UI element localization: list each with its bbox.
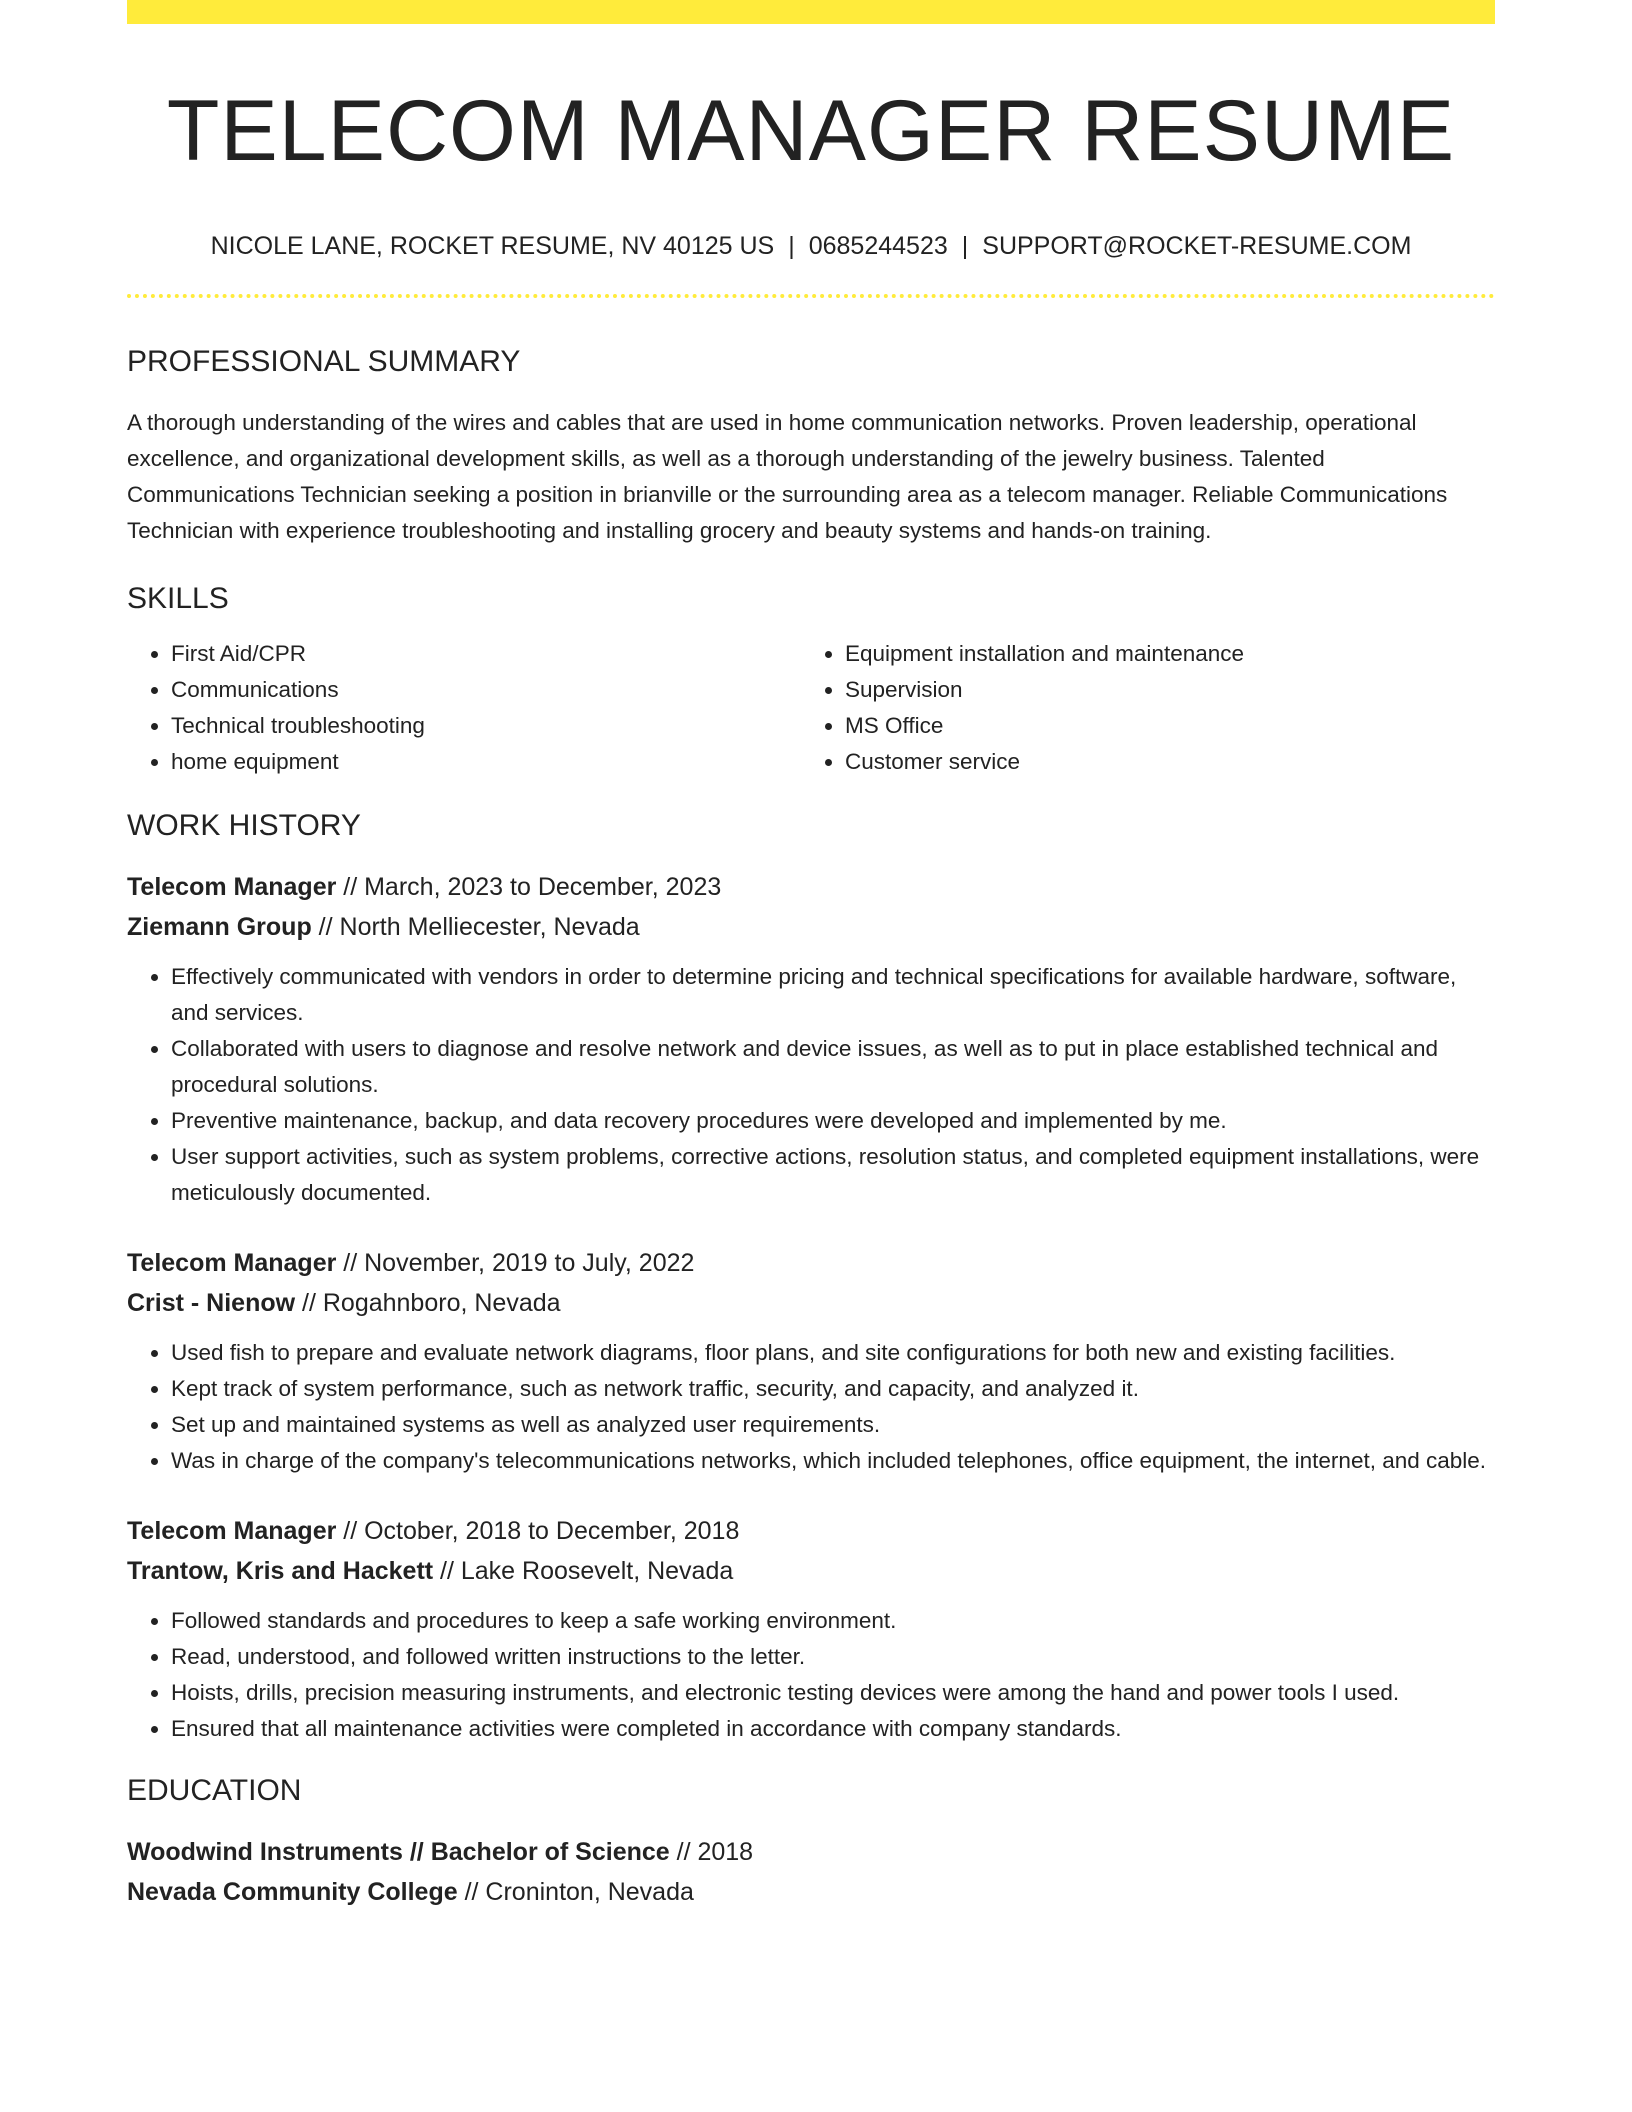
education-entry <box>127 1832 1495 1912</box>
skills-list <box>127 636 801 780</box>
job-company: Crist - Nienow <box>127 1289 296 1318</box>
contact-separator: | <box>961 232 969 261</box>
job-bullet: • Preventive maintenance, backup, and data recovery procedures were developed and implemented by me. <box>171 1103 1495 1139</box>
job-bullet: • Ensured that all maintenance activities were completed in accordance with company standards. <box>171 1711 1495 1747</box>
skill-item: • Communications <box>171 672 801 708</box>
contact-address: NICOLE LANE, ROCKET RESUME, NV 40125 US <box>210 232 775 261</box>
job-bullet: • Used fish to prepare and evaluate network diagrams, floor plans, and site configurations for both new and existing facilities. <box>171 1335 1495 1371</box>
skills-grid <box>127 636 1495 780</box>
job-bullets <box>127 959 1495 1211</box>
job-company-line <box>127 907 1495 947</box>
job-bullet: • Was in charge of the company's telecommunications networks, which included telephones, office equipment, the internet, and cable. <box>171 1443 1495 1479</box>
contact-phone: 0685244523 <box>808 232 948 261</box>
skills-column-left <box>127 636 801 780</box>
job-dates: // November, 2019 to July, 2022 <box>336 1249 695 1278</box>
work-history-section <box>127 806 1495 1747</box>
job-location: // Rogahnboro, Nevada <box>295 1289 561 1318</box>
summary-heading: PROFESSIONAL SUMMARY <box>127 345 521 379</box>
education-location: // Croninton, Nevada <box>457 1878 694 1907</box>
skill-item: • Technical troubleshooting <box>171 708 801 744</box>
job-bullet: • Collaborated with users to diagnose and resolve network and device issues, as well as to put in place established technical and procedural solutions. <box>171 1031 1495 1103</box>
job-company-line <box>127 1551 1495 1591</box>
skill-item: • First Aid/CPR <box>171 636 801 672</box>
job-location: // North Melliecester, Nevada <box>311 913 640 942</box>
job-bullet: • User support activities, such as system problems, corrective actions, resolution status, and completed equipment installations, were meticulously documented. <box>171 1139 1495 1211</box>
education-year: // 2018 <box>669 1838 754 1867</box>
job-company: Ziemann Group <box>127 913 312 942</box>
skills-list <box>801 636 1475 780</box>
job-title: Telecom Manager <box>127 1249 337 1278</box>
contact-email: SUPPORT@ROCKET-RESUME.COM <box>982 232 1412 261</box>
job-bullet: • Read, understood, and followed written instructions to the letter. <box>171 1639 1495 1675</box>
education-school-line <box>127 1872 1495 1912</box>
job-dates: // March, 2023 to December, 2023 <box>336 873 722 902</box>
skills-heading: SKILLS <box>127 582 229 616</box>
job-title: Telecom Manager <box>127 873 337 902</box>
work-history-heading: WORK HISTORY <box>127 809 361 843</box>
job-bullet: • Followed standards and procedures to keep a safe working environment. <box>171 1603 1495 1639</box>
job-location: // Lake Roosevelt, Nevada <box>433 1557 734 1586</box>
skill-item: • Customer service <box>845 744 1475 780</box>
education-school: Nevada Community College <box>127 1878 458 1907</box>
job-title-line <box>127 1511 1495 1551</box>
education-heading: EDUCATION <box>127 1774 302 1808</box>
job-entry <box>127 1511 1495 1747</box>
job-title: Telecom Manager <box>127 1517 337 1546</box>
skills-column-right <box>801 636 1475 780</box>
skill-item: • Equipment installation and maintenance <box>845 636 1475 672</box>
job-company: Trantow, Kris and Hackett <box>127 1557 434 1586</box>
job-bullet: • Set up and maintained systems as well as analyzed user requirements. <box>171 1407 1495 1443</box>
education-section <box>127 1771 1495 1912</box>
contact-line <box>127 229 1495 264</box>
resume-page <box>127 0 1495 1912</box>
job-dates: // October, 2018 to December, 2018 <box>336 1517 740 1546</box>
skill-item: • MS Office <box>845 708 1475 744</box>
summary-section <box>127 342 1495 549</box>
job-bullet: • Hoists, drills, precision measuring instruments, and electronic testing devices were among the hand and power tools I used. <box>171 1675 1495 1711</box>
skills-section <box>127 579 1495 780</box>
resume-title: TELECOM MANAGER RESUME <box>166 83 1456 179</box>
dotted-divider <box>127 294 1495 298</box>
education-degree-line <box>127 1832 1495 1872</box>
summary-text: A thorough understanding of the wires and cables that are used in home communication networks. Proven leadership, operational excellence, and organizational development skills, as well as a thorough understanding of the jewelry business. Talented Communications Technician seeking a position in brianville or the surrounding area as a telecom manager. Reliable Communications Technician with experience troubleshooting and installing grocery and beauty systems and hands-on training. <box>127 410 1448 544</box>
job-bullets <box>127 1603 1495 1747</box>
job-bullet: • Kept track of system performance, such as network traffic, security, and capacity, and analyzed it. <box>171 1371 1495 1407</box>
skill-item: • Supervision <box>845 672 1475 708</box>
job-entry <box>127 1243 1495 1479</box>
contact-separator: | <box>788 232 795 261</box>
education-degree: Woodwind Instruments // Bachelor of Science <box>127 1838 670 1867</box>
job-title-line <box>127 867 1495 907</box>
job-company-line <box>127 1283 1495 1323</box>
job-bullet: • Effectively communicated with vendors in order to determine pricing and technical specifications for available hardware, software, and services. <box>171 959 1495 1031</box>
skill-item: • home equipment <box>171 744 801 780</box>
job-bullets <box>127 1335 1495 1479</box>
top-accent-bar <box>127 0 1495 24</box>
job-title-line <box>127 1243 1495 1283</box>
job-entry <box>127 867 1495 1211</box>
